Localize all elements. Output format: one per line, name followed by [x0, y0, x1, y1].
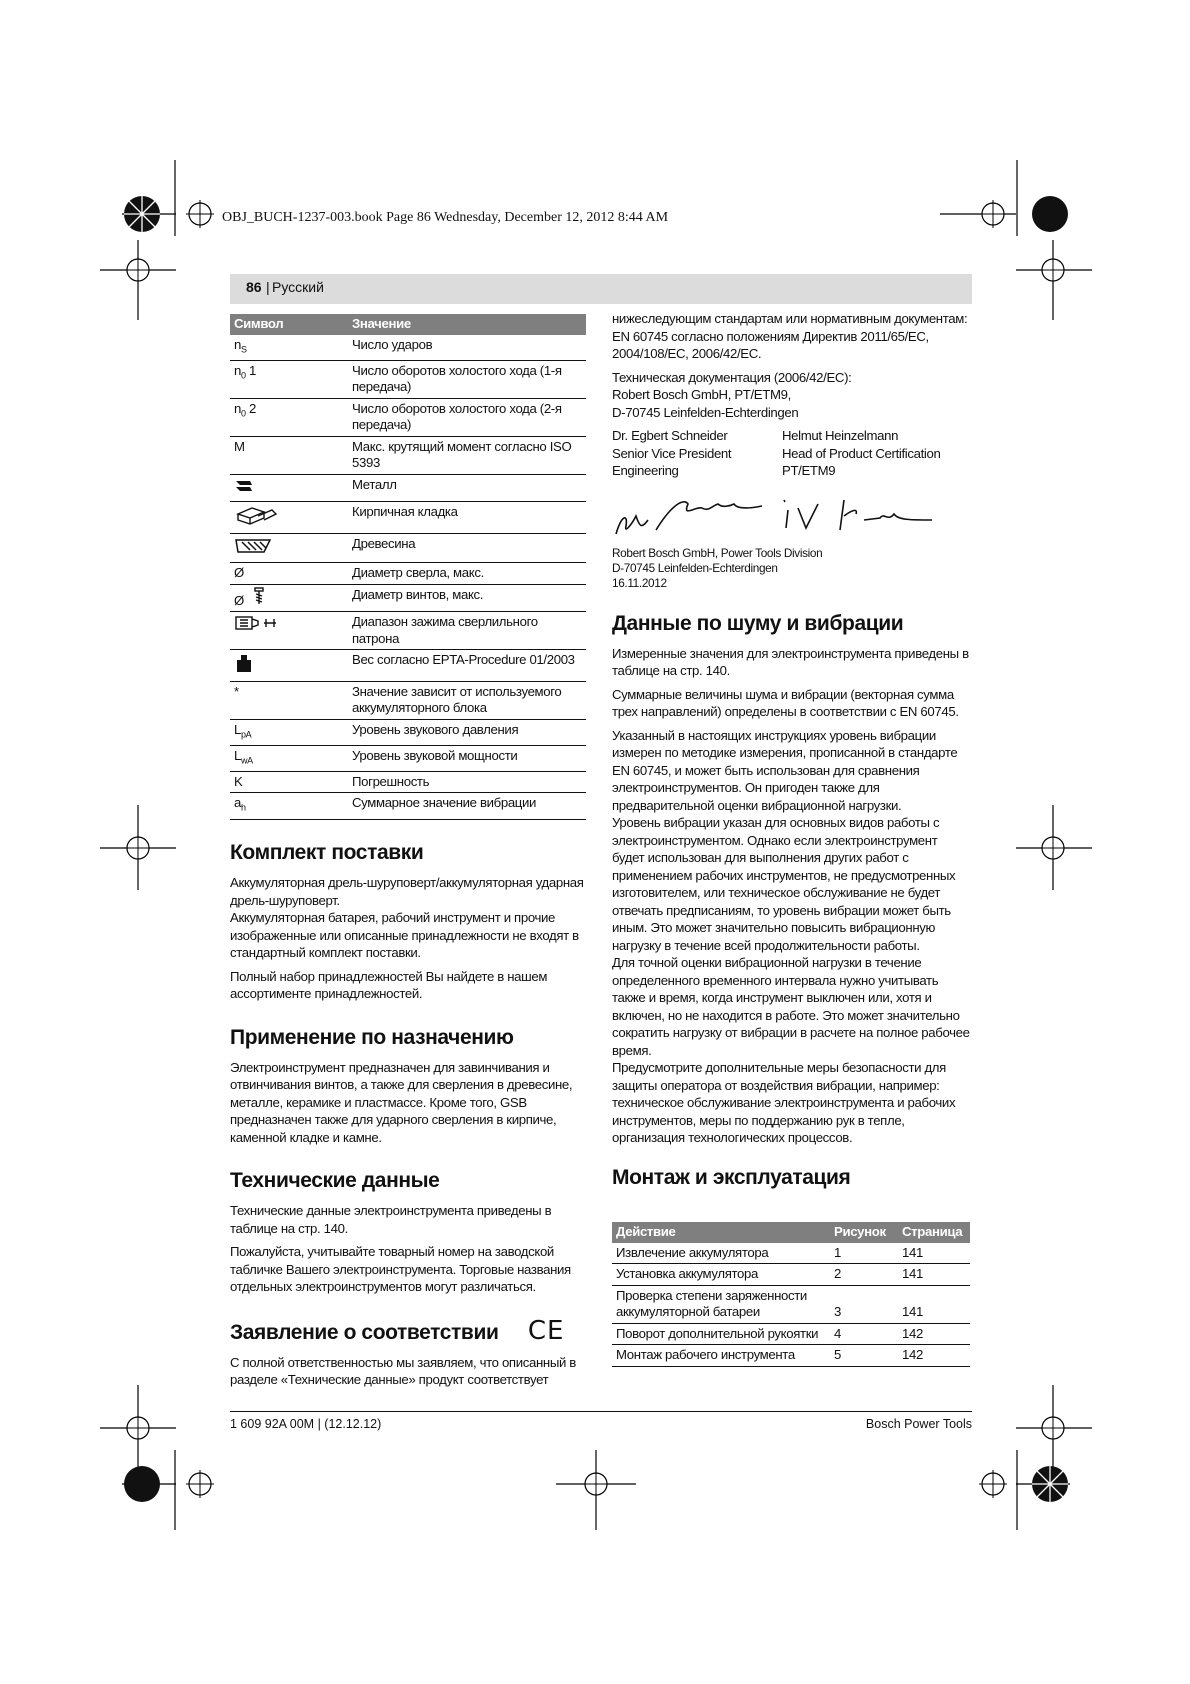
table-row — [230, 650, 586, 682]
table-row — [230, 335, 586, 361]
company-address: D-70745 Leinfelden-Echterdingen — [612, 560, 778, 575]
table-header: Значение — [348, 314, 586, 335]
meaning-cell: Древесина — [348, 533, 586, 563]
header-separator: | — [266, 279, 270, 295]
table-row — [612, 1285, 970, 1323]
symbol-text: L — [234, 747, 241, 763]
page-cell: 141 — [898, 1285, 970, 1323]
paragraph: Суммарные величины шума и вибрации (векторная сумма трех направлений) определены в соответствии с EN 60745. — [612, 686, 959, 719]
meaning-cell: Уровень звуковой мощности — [348, 745, 586, 771]
table-row — [230, 612, 586, 650]
symbol-text: L — [234, 721, 241, 737]
symbol-subscript: S — [240, 344, 247, 355]
symbol-subscript: pA — [240, 729, 252, 740]
figure-cell: 3 — [830, 1285, 898, 1323]
screw-icon — [252, 593, 266, 608]
page-cell: 141 — [898, 1243, 970, 1264]
figure-cell: 4 — [830, 1323, 898, 1345]
table-header: Рисунок — [830, 1222, 898, 1243]
table-row — [230, 793, 586, 819]
table-row — [230, 474, 586, 502]
meaning-cell: Металл — [348, 474, 586, 502]
symbol-text: n — [234, 362, 241, 378]
section-title — [230, 1315, 586, 1346]
table-row — [230, 398, 586, 436]
meaning-cell: Суммарное значение вибрации — [348, 793, 586, 819]
section-title: Применение по назначению — [230, 1025, 514, 1049]
symbol-text: K — [234, 773, 243, 789]
paragraph: Пожалуйста, учитывайте товарный номер на заводской табличке Вашего электроинструмента. Торговые названия отдельных электроинструментов могут различаться. — [230, 1244, 571, 1294]
table-row — [230, 533, 586, 563]
action-cell: Установка аккумулятора — [612, 1264, 830, 1286]
page-number: 86 — [246, 279, 262, 295]
symbol-cell — [230, 533, 348, 563]
paragraph: Техническая документация (2006/42/EC): — [612, 369, 852, 385]
section-title-text: Заявление о соответствии — [230, 1320, 499, 1344]
section-title: Монтаж и эксплуатация — [612, 1165, 851, 1189]
table-header: Страница — [898, 1222, 970, 1243]
table-row — [230, 360, 586, 398]
symbol-subscript: wA — [240, 755, 253, 766]
symbol-text: * — [234, 683, 239, 699]
signatory-title: Senior Vice President — [612, 445, 732, 461]
figure-cell: 5 — [830, 1345, 898, 1367]
signatory-name: Dr. Egbert Schneider — [612, 428, 728, 443]
table-row — [230, 681, 586, 719]
table-row — [230, 719, 586, 745]
page-cell: 141 — [898, 1264, 970, 1286]
symbol-cell — [230, 502, 348, 534]
table-header: Символ — [230, 314, 348, 335]
table-row — [230, 563, 586, 585]
page-header — [230, 274, 972, 304]
handwritten-signatures — [612, 484, 972, 544]
footer-doc-number: 1 609 92A 00M | (12.12.12) — [230, 1417, 382, 1431]
meaning-cell: Вес согласно EPTA-Procedure 01/2003 — [348, 650, 586, 682]
symbol-text: n — [234, 400, 241, 416]
symbol-cell — [230, 719, 348, 745]
metal-icon — [234, 483, 254, 498]
meaning-cell: Кирпичная кладка — [348, 502, 586, 534]
brick-icon — [234, 514, 278, 529]
paragraph: D-70745 Leinfelden-Echterdingen — [612, 404, 799, 420]
meaning-cell: Диаметр винтов, макс. — [348, 584, 586, 612]
left-column — [230, 840, 586, 1395]
meaning-cell: Погрешность — [348, 771, 586, 793]
symbol-cell — [230, 398, 348, 436]
symbol-cell — [230, 681, 348, 719]
language-label: Русский — [272, 279, 324, 295]
paragraph: Уровень вибрации указан для основных видов работы с электроинструментом. Однако если электроинструмент будет использован для выполнения других работ с применением рабочих инструментов, не предусмотренных изготовителем, или техническое обслуживание не будет отвечать предписаниям, то уровень вибрации может быть иным. Это может значительно повысить вибрационную нагрузку в течение всей продолжительности работы. — [612, 815, 956, 953]
table-row — [230, 502, 586, 534]
signature-date: 16.11.2012 — [612, 575, 667, 590]
meaning-cell: Макс. крутящий момент согласно ISO 5393 — [348, 436, 586, 474]
meaning-cell: Число оборотов холостого хода (1-я передача) — [348, 360, 586, 398]
signatory-dept: PT/ETM9 — [782, 463, 836, 478]
symbol-subscript: 0 — [240, 408, 246, 419]
symbol-cell — [230, 360, 348, 398]
table-row — [230, 745, 586, 771]
paragraph: Полный набор принадлежностей Вы найдете в нашем ассортименте принадлежностей. — [230, 968, 548, 1001]
meaning-cell: Уровень звукового давления — [348, 719, 586, 745]
company-name: Robert Bosch GmbH, Power Tools Division — [612, 545, 823, 560]
action-cell: Извлечение аккумулятора — [612, 1243, 830, 1264]
chuck-icon — [234, 620, 278, 635]
symbol-cell — [230, 584, 348, 612]
symbol-cell — [230, 793, 348, 819]
symbol-cell — [230, 771, 348, 793]
symbol-table — [230, 314, 586, 820]
paragraph: Технические данные электроинструмента приведены в таблице на стр. 140. — [230, 1203, 552, 1236]
symbol-cell — [230, 650, 348, 682]
symbol-cell — [230, 563, 348, 585]
table-row — [612, 1243, 970, 1264]
meaning-cell: Число оборотов холостого хода (2-я передача) — [348, 398, 586, 436]
symbol-text: Ø — [234, 565, 244, 581]
table-row — [612, 1323, 970, 1345]
action-cell: Поворот дополнительной рукоятки — [612, 1323, 830, 1345]
action-cell: Проверка степени заряженности аккумуляторной батареи — [612, 1285, 830, 1323]
paragraph: Аккумуляторная дрель-шуруповерт/аккумуляторная ударная дрель-шуруповерт. — [230, 875, 584, 908]
table-row — [230, 436, 586, 474]
right-column — [612, 310, 972, 1191]
section-title: Комплект поставки — [230, 841, 424, 864]
signatory-title: Head of Product Certification — [782, 445, 941, 461]
table-row — [230, 771, 586, 793]
figure-cell: 2 — [830, 1264, 898, 1286]
signatory-dept: Engineering — [612, 463, 679, 478]
meaning-cell: Число ударов — [348, 335, 586, 361]
symbol-cell — [230, 745, 348, 771]
paragraph: Электроинструмент предназначен для завинчивания и отвинчивания винтов, а также для сверления в древесине, металле, керамике и пластмассе. Кроме того, GSB предназначен также для ударного сверления в кирпиче, каменной кладке и камне. — [230, 1059, 573, 1145]
symbol-text: Ø — [234, 592, 244, 608]
mounting-table — [612, 1222, 970, 1367]
paragraph: Измеренные значения для электроинструмента приведены в таблице на стр. 140. — [612, 645, 969, 678]
page-cell: 142 — [898, 1323, 970, 1345]
symbol-text: a — [234, 795, 241, 811]
section-title: Технические данные — [230, 1169, 440, 1192]
symbol-text: M — [234, 438, 245, 454]
symbol-cell — [230, 436, 348, 474]
weight-icon — [234, 662, 254, 677]
paragraph: С полной ответственностью мы заявляем, что описанный в разделе «Технические данные» продукт соответствует — [230, 1354, 576, 1387]
meaning-cell: Значение зависит от используемого аккумуляторного блока — [348, 681, 586, 719]
paragraph: Robert Bosch GmbH, PT/ETM9, — [612, 387, 791, 402]
paragraph: Указанный в настоящих инструкциях уровень вибрации измерен по методике измерения, прописанной в стандарте EN 60745, и может быть использован для сравнения электроинструментов. Он пригоден также для предварительной оценки вибрационной нагрузки. — [612, 727, 958, 813]
symbol-cell — [230, 335, 348, 361]
symbol-suffix: 2 — [245, 400, 256, 416]
print-slug: OBJ_BUCH-1237-003.book Page 86 Wednesday, December 12, 2012 8:44 AM — [222, 210, 669, 225]
paragraph: Для точной оценки вибрационной нагрузки в течение определенного временного интервала нужно учитывать также и время, когда инструмент выключен или, хотя и включен, но не находится в работе. Это может значительно сократить нагрузку от вибрации в расчете на полное рабочее время. — [612, 955, 970, 1058]
footer-rule — [230, 1411, 972, 1412]
wood-icon — [234, 544, 274, 559]
symbol-cell — [230, 612, 348, 650]
meaning-cell: Диаметр сверла, макс. — [348, 563, 586, 585]
symbol-suffix: 1 — [245, 362, 256, 378]
table-row — [612, 1264, 970, 1286]
paragraph: Предусмотрите дополнительные меры безопасности для защиты оператора от воздействия вибрации, например: техническое обслуживание электроинструмента и рабочих инструментов, меры по поддержанию рук в тепле, организация технологических процессов. — [612, 1060, 956, 1145]
symbol-subscript: h — [240, 803, 246, 814]
ce-mark: CE — [527, 1315, 565, 1346]
symbol-text: n — [234, 336, 241, 352]
paragraph: Аккумуляторная батарея, рабочий инструмент и прочие изображенные или описанные принадлежности не входят в стандартный комплект поставки. — [230, 910, 579, 960]
section-title: Данные по шуму и вибрации — [612, 611, 904, 635]
table-row — [612, 1345, 970, 1367]
paragraph: нижеследующим стандартам или нормативным документам: EN 60745 согласно положениям Директив 2011/65/EC, 2004/108/EC, 2006/42/EC. — [612, 311, 968, 361]
action-cell: Монтаж рабочего инструмента — [612, 1345, 830, 1367]
page-cell: 142 — [898, 1345, 970, 1367]
footer-brand: Bosch Power Tools — [865, 1417, 972, 1431]
signatory-name: Helmut Heinzelmann — [782, 428, 899, 443]
meaning-cell: Диапазон зажима сверлильного патрона — [348, 612, 586, 650]
symbol-subscript: 0 — [240, 370, 246, 381]
figure-cell: 1 — [830, 1243, 898, 1264]
table-row — [230, 584, 586, 612]
table-header: Действие — [612, 1222, 830, 1243]
symbol-cell — [230, 474, 348, 502]
